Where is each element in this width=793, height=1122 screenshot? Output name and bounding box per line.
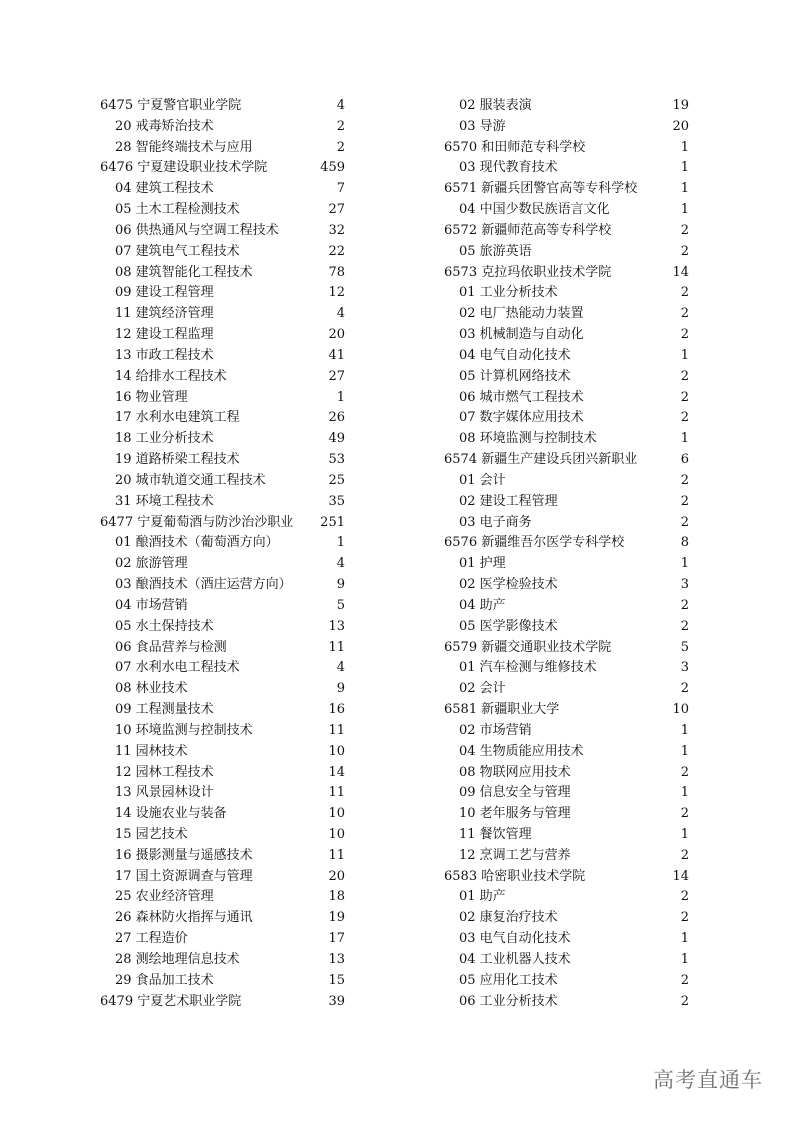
major-name: 17 国土资源调查与管理: [115, 868, 253, 884]
major-name: 26 森林防火指挥与通讯: [115, 910, 253, 926]
major-row: [444, 367, 689, 388]
major-name: 03 导游: [459, 118, 506, 134]
school-row: [100, 158, 345, 179]
enrollment-count: 2: [680, 972, 689, 988]
enrollment-count: 4: [336, 660, 345, 676]
major-name: 11 建筑经济管理: [115, 306, 214, 322]
enrollment-count: 3: [680, 660, 689, 676]
major-name: 04 建筑工程技术: [115, 181, 214, 197]
school-row: [444, 221, 689, 242]
major-row: [100, 346, 345, 367]
enrollment-count: 2: [680, 847, 689, 863]
major-row: [444, 158, 689, 179]
enrollment-count: 1: [680, 347, 689, 363]
major-row: [444, 429, 689, 450]
major-row: [444, 408, 689, 429]
major-row: [444, 346, 689, 367]
enrollment-count: 49: [328, 431, 345, 447]
school-row: [444, 700, 689, 721]
enrollment-count: 20: [328, 327, 345, 343]
major-row: [444, 471, 689, 492]
major-row: [100, 742, 345, 763]
major-name: 02 建设工程管理: [459, 493, 558, 509]
major-name: 06 工业分析技术: [459, 993, 558, 1009]
school-name: 6581 新疆职业大学: [444, 702, 560, 718]
major-row: [100, 617, 345, 638]
enrollment-count: 14: [328, 764, 345, 780]
major-row: [100, 533, 345, 554]
enrollment-count: 2: [680, 764, 689, 780]
school-row: [444, 450, 689, 471]
major-name: 13 市政工程技术: [115, 347, 214, 363]
enrollment-count: 2: [680, 368, 689, 384]
major-row: [444, 763, 689, 784]
major-name: 11 餐饮管理: [459, 826, 532, 842]
major-row: [100, 554, 345, 575]
major-name: 02 市场营销: [459, 722, 532, 738]
major-name: 03 酿酒技术（酒庄运营方向）: [115, 577, 292, 593]
major-name: 01 助产: [459, 889, 506, 905]
major-name: 02 医学检验技术: [459, 577, 558, 593]
enrollment-count: 1: [680, 181, 689, 197]
school-row: [444, 867, 689, 888]
enrollment-count: 20: [328, 868, 345, 884]
enrollment-count: 2: [680, 472, 689, 488]
enrollment-count: 11: [328, 639, 345, 655]
school-name: 6475 宁夏警官职业学院: [100, 98, 242, 113]
major-row: [100, 242, 345, 263]
major-name: 04 生物质能应用技术: [459, 743, 584, 759]
major-row: [444, 596, 689, 617]
major-row: [100, 763, 345, 784]
enrollment-count: 1: [680, 826, 689, 842]
enrollment-count: 2: [680, 222, 689, 238]
major-row: [100, 429, 345, 450]
enrollment-count: 1: [336, 535, 345, 551]
school-name: 6479 宁夏艺术职业学院: [100, 993, 242, 1009]
major-row: [444, 679, 689, 700]
enrollment-count: 10: [328, 806, 345, 822]
major-row: [100, 971, 345, 992]
enrollment-count: 5: [336, 597, 345, 613]
enrollment-count: 2: [336, 118, 345, 134]
major-name: 08 林业技术: [115, 681, 188, 697]
major-row: [444, 304, 689, 325]
major-row: [100, 471, 345, 492]
enrollment-count: 7: [336, 181, 345, 197]
enrollment-count: 2: [680, 618, 689, 634]
major-name: 05 医学影像技术: [459, 618, 558, 634]
major-name: 31 环境工程技术: [115, 493, 214, 509]
major-name: 02 会计: [459, 681, 506, 697]
enrollment-count: 2: [680, 993, 689, 1009]
enrollment-count: 35: [328, 493, 345, 509]
enrollment-count: 10: [328, 743, 345, 759]
major-name: 02 电厂热能动力装置: [459, 306, 584, 322]
major-name: 29 食品加工技术: [115, 972, 214, 988]
major-row: [444, 658, 689, 679]
school-row: [100, 992, 345, 1013]
major-name: 14 设施农业与装备: [115, 806, 227, 822]
major-name: 15 园艺技术: [115, 826, 188, 842]
enrollment-count: 39: [328, 993, 345, 1009]
major-row: [444, 804, 689, 825]
major-row: [100, 179, 345, 200]
major-row: [100, 887, 345, 908]
school-name: 6571 新疆兵团警官高等专科学校: [444, 181, 638, 197]
major-name: 16 摄影测量与遥感技术: [115, 847, 253, 863]
enrollment-count: 1: [680, 160, 689, 176]
major-name: 12 烹调工艺与营养: [459, 847, 571, 863]
enrollment-count: 2: [680, 243, 689, 259]
enrollment-count: 6: [680, 452, 689, 468]
enrollment-count: 2: [680, 597, 689, 613]
major-name: 01 汽车检测与维修技术: [459, 660, 597, 676]
major-name: 05 计算机网络技术: [459, 368, 571, 384]
enrollment-count: 12: [328, 285, 345, 301]
major-row: [100, 638, 345, 659]
major-row: [100, 325, 345, 346]
enrollment-count: 2: [680, 410, 689, 426]
enrollment-count: 1: [680, 722, 689, 738]
enrollment-count: 13: [328, 618, 345, 634]
major-name: 06 供热通风与空调工程技术: [115, 222, 279, 238]
enrollment-count: 3: [680, 577, 689, 593]
school-row: [444, 638, 689, 659]
enrollment-count: 53: [328, 452, 345, 468]
major-name: 01 会计: [459, 472, 506, 488]
school-row: [444, 263, 689, 284]
major-row: [444, 96, 689, 117]
major-row: [444, 887, 689, 908]
enrollment-count: 1: [336, 389, 345, 405]
enrollment-count: 8: [680, 535, 689, 551]
major-row: [100, 492, 345, 513]
major-row: [444, 908, 689, 929]
major-row: [444, 846, 689, 867]
enrollment-count: 22: [328, 243, 345, 259]
major-row: [444, 721, 689, 742]
school-name: 6572 新疆师范高等专科学校: [444, 222, 612, 238]
major-name: 16 物业管理: [115, 389, 188, 405]
school-row: [444, 533, 689, 554]
school-name: 6477 宁夏葡萄酒与防沙治沙职业: [100, 514, 294, 530]
enrollment-count: 16: [328, 702, 345, 718]
enrollment-count: 2: [680, 327, 689, 343]
major-row: [444, 554, 689, 575]
school-row: [100, 96, 345, 117]
major-row: [100, 304, 345, 325]
school-name: 6573 克拉玛依职业技术学院: [444, 264, 612, 280]
watermark-logo: 高考直通车: [653, 1068, 763, 1092]
enrollment-count: 2: [680, 285, 689, 301]
major-row: [100, 929, 345, 950]
enrollment-count: 5: [680, 639, 689, 655]
major-row: [444, 513, 689, 534]
major-name: 03 电子商务: [459, 514, 532, 530]
major-row: [444, 992, 689, 1013]
major-name: 03 机械制造与自动化: [459, 327, 584, 343]
major-row: [100, 908, 345, 929]
major-row: [100, 575, 345, 596]
major-name: 05 水土保持技术: [115, 618, 214, 634]
enrollment-count: 10: [328, 826, 345, 842]
enrollment-count: 1: [680, 556, 689, 572]
major-name: 25 农业经济管理: [115, 889, 214, 905]
major-row: [100, 367, 345, 388]
major-name: 06 城市燃气工程技术: [459, 389, 584, 405]
major-name: 09 信息安全与管理: [459, 785, 571, 801]
major-name: 01 工业分析技术: [459, 285, 558, 301]
major-name: 05 应用化工技术: [459, 972, 558, 988]
major-row: [444, 283, 689, 304]
school-row: [444, 138, 689, 159]
left-column: [100, 96, 345, 1012]
school-name: 6476 宁夏建设职业技术学院: [100, 160, 268, 176]
major-row: [444, 929, 689, 950]
major-row: [100, 408, 345, 429]
enrollment-count: 17: [328, 931, 345, 947]
major-name: 20 戒毒矫治技术: [115, 118, 214, 134]
major-row: [100, 783, 345, 804]
enrollment-count: 11: [328, 722, 345, 738]
major-row: [444, 575, 689, 596]
major-row: [444, 617, 689, 638]
major-row: [444, 200, 689, 221]
major-row: [100, 846, 345, 867]
major-row: [444, 950, 689, 971]
major-row: [444, 388, 689, 409]
enrollment-count: 26: [328, 410, 345, 426]
enrollment-count: 18: [328, 889, 345, 905]
major-name: 09 工程测量技术: [115, 702, 214, 718]
major-row: [444, 325, 689, 346]
major-row: [100, 950, 345, 971]
enrollment-count: 27: [328, 368, 345, 384]
enrollment-count: 9: [336, 577, 345, 593]
major-row: [100, 804, 345, 825]
enrollment-count: 2: [680, 806, 689, 822]
enrollment-count: 25: [328, 472, 345, 488]
major-name: 08 环境监测与控制技术: [459, 431, 597, 447]
school-name: 6576 新疆维吾尔医学专科学校: [444, 535, 625, 551]
major-name: 05 土木工程检测技术: [115, 202, 240, 218]
enrollment-count: 14: [672, 264, 689, 280]
major-name: 10 老年服务与管理: [459, 806, 571, 822]
enrollment-count: 2: [680, 910, 689, 926]
enrollment-count: 2: [680, 389, 689, 405]
enrollment-count: 1: [680, 431, 689, 447]
major-row: [444, 117, 689, 138]
school-row: [100, 513, 345, 534]
major-row: [100, 679, 345, 700]
major-row: [100, 388, 345, 409]
enrollment-count: 4: [336, 306, 345, 322]
major-name: 18 工业分析技术: [115, 431, 214, 447]
major-row: [100, 658, 345, 679]
enrollment-count: 2: [680, 493, 689, 509]
major-row: [444, 742, 689, 763]
major-name: 13 风景园林设计: [115, 785, 214, 801]
enrollment-count: 2: [336, 139, 345, 155]
enrollment-count: 15: [328, 972, 345, 988]
major-row: [100, 450, 345, 471]
enrollment-count: 4: [336, 556, 345, 572]
major-name: 03 电气自动化技术: [459, 931, 571, 947]
major-row: [100, 596, 345, 617]
major-name: 17 水利水电建筑工程: [115, 410, 240, 426]
major-name: 04 中国少数民族语言文化: [459, 202, 610, 218]
major-row: [100, 721, 345, 742]
major-row: [444, 783, 689, 804]
enrollment-count: 32: [328, 222, 345, 238]
enrollment-count: 251: [320, 514, 345, 530]
enrollment-count: 4: [336, 98, 345, 113]
major-name: 27 工程造价: [115, 931, 188, 947]
enrollment-count: 9: [336, 681, 345, 697]
major-name: 20 城市轨道交通工程技术: [115, 472, 266, 488]
major-row: [100, 700, 345, 721]
major-row: [100, 867, 345, 888]
major-row: [444, 492, 689, 513]
enrollment-count: 13: [328, 951, 345, 967]
major-name: 01 护理: [459, 556, 506, 572]
major-name: 04 工业机器人技术: [459, 951, 571, 967]
major-name: 28 智能终端技术与应用: [115, 139, 253, 155]
major-name: 14 给排水工程技术: [115, 368, 227, 384]
enrollment-count: 1: [680, 743, 689, 759]
enrollment-count: 11: [328, 785, 345, 801]
enrollment-count: 20: [672, 118, 689, 134]
major-name: 06 食品营养与检测: [115, 639, 227, 655]
school-name: 6579 新疆交通职业技术学院: [444, 639, 612, 655]
major-row: [100, 825, 345, 846]
major-row: [100, 283, 345, 304]
enrollment-count: 11: [328, 847, 345, 863]
major-row: [444, 242, 689, 263]
major-name: 12 建设工程监理: [115, 327, 214, 343]
major-name: 10 环境监测与控制技术: [115, 722, 253, 738]
major-name: 02 康复治疗技术: [459, 910, 558, 926]
major-name: 01 酿酒技术（葡萄酒方向）: [115, 535, 279, 551]
enrollment-count: 1: [680, 931, 689, 947]
enrollment-count: 10: [672, 702, 689, 718]
major-name: 04 助产: [459, 597, 506, 613]
enrollment-count: 1: [680, 202, 689, 218]
school-name: 6574 新疆生产建设兵团兴新职业: [444, 452, 638, 468]
major-name: 09 建设工程管理: [115, 285, 214, 301]
major-name: 08 物联网应用技术: [459, 764, 571, 780]
major-row: [100, 138, 345, 159]
enrollment-count: 2: [680, 889, 689, 905]
major-name: 05 旅游英语: [459, 243, 532, 259]
major-name: 04 电气自动化技术: [459, 347, 571, 363]
major-row: [444, 971, 689, 992]
major-name: 03 现代教育技术: [459, 160, 558, 176]
major-row: [100, 117, 345, 138]
enrollment-count: 1: [680, 785, 689, 801]
enrollment-count: 27: [328, 202, 345, 218]
enrollment-count: 78: [328, 264, 345, 280]
enrollment-count: 459: [320, 160, 345, 176]
major-name: 02 服装表演: [459, 98, 532, 113]
enrollment-count: 19: [328, 910, 345, 926]
enrollment-count: 2: [680, 514, 689, 530]
major-name: 07 数字媒体应用技术: [459, 410, 584, 426]
major-name: 02 旅游管理: [115, 556, 188, 572]
major-name: 04 市场营销: [115, 597, 188, 613]
major-name: 11 园林技术: [115, 743, 188, 759]
school-name: 6583 哈密职业技术学院: [444, 868, 586, 884]
major-row: [100, 200, 345, 221]
school-row: [444, 179, 689, 200]
enrollment-count: 41: [328, 347, 345, 363]
enrollment-count: 2: [680, 681, 689, 697]
major-name: 07 水利水电工程技术: [115, 660, 240, 676]
major-name: 19 道路桥梁工程技术: [115, 452, 240, 468]
enrollment-count: 14: [672, 868, 689, 884]
enrollment-count: 19: [672, 98, 689, 113]
major-name: 08 建筑智能化工程技术: [115, 264, 253, 280]
major-name: 28 测绘地理信息技术: [115, 951, 240, 967]
major-row: [100, 221, 345, 242]
enrollment-count: 1: [680, 951, 689, 967]
major-name: 12 园林工程技术: [115, 764, 214, 780]
right-column: [444, 96, 689, 1012]
enrollment-count: 2: [680, 306, 689, 322]
enrollment-count: 1: [680, 139, 689, 155]
major-row: [444, 825, 689, 846]
school-name: 6570 和田师范专科学校: [444, 139, 586, 155]
major-name: 07 建筑电气工程技术: [115, 243, 240, 259]
major-row: [100, 263, 345, 284]
